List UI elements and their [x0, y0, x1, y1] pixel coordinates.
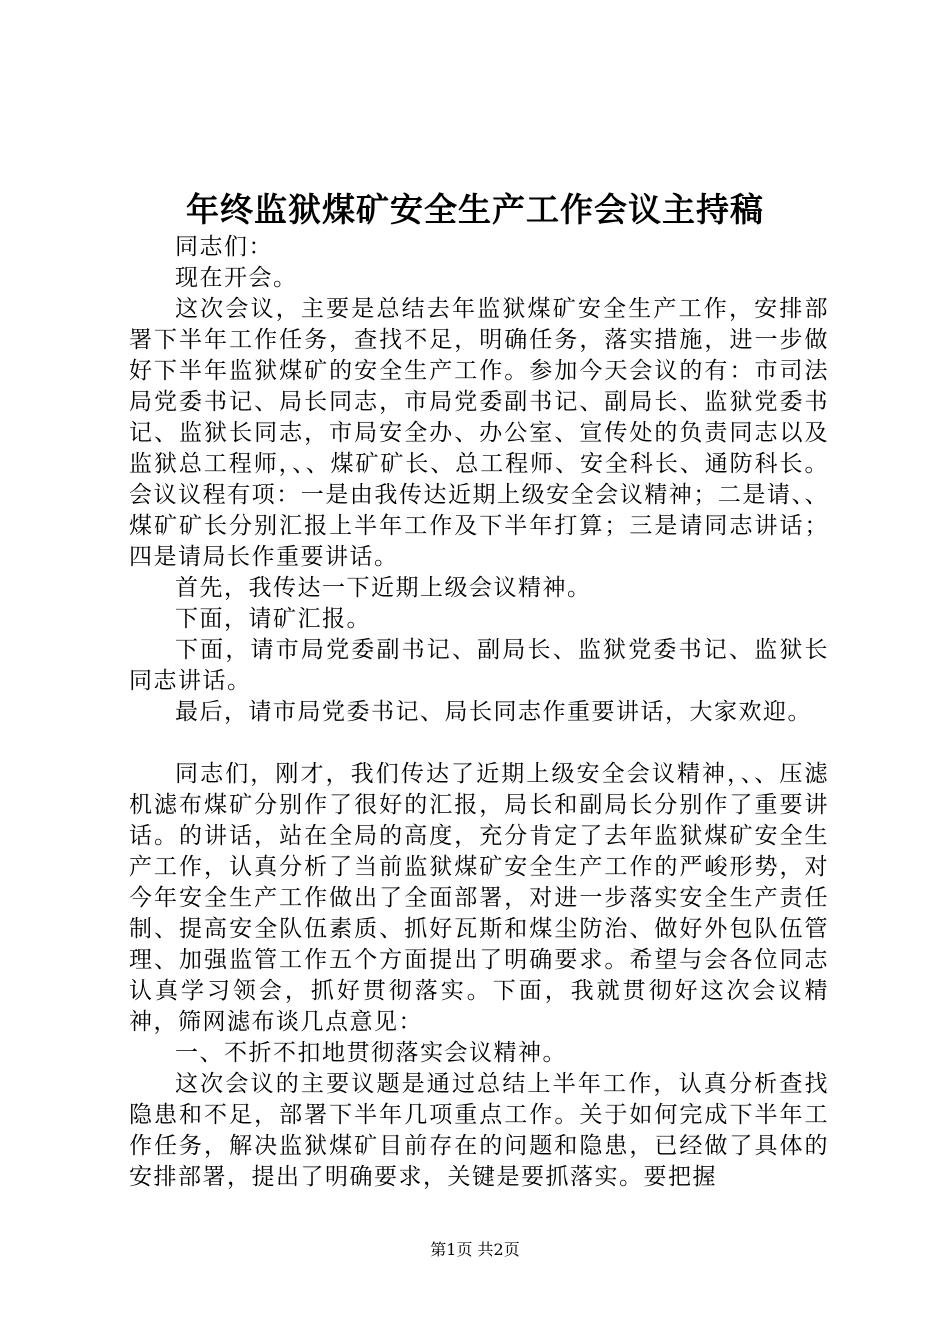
- page-number-footer: 第1页 共2页: [430, 1240, 520, 1259]
- section-heading: 一、不折不扣地贯彻落实会议精神。: [175, 1040, 567, 1066]
- body-paragraph: 这次会议的主要议题是通过总结上半年工作，认真分析查找隐患和不足，部署下半年几项重点工作。关于如何完成下半年工作任务，解决监狱煤矿目前存在的问题和隐患，已经做了具体的安排部署，提出了明确要求，关键是要抓落实。要把握: [129, 1071, 829, 1190]
- paragraph-spacer: [129, 728, 829, 759]
- document-title: 年终监狱煤矿安全生产工作会议主持稿: [186, 190, 764, 229]
- salutation-paragraph: 同志们：: [175, 234, 273, 260]
- body-paragraph: 下面，请市局党委副书记、副局长、监狱党委书记、监狱长同志讲话。: [129, 637, 829, 694]
- body-paragraph: 这次会议，主要是总结去年监狱煤矿安全生产工作，安排部署下半年工作任务，查找不足，明确任务，落实措施，进一步做好下半年监狱煤矿的安全生产工作。参加今天会议的有：市司法局党委书记、局长同志，市局党委副书记、副局长、监狱党委书记、监狱长同志，市局安全办、办公室、宣传处的负责同志以及监狱总工程师，、、煤矿矿长、总工程师、安全科长、通防科长。会议议程有项：一是由我传达近期上级安全会议精神；二是请、、煤矿矿长分别汇报上半年工作及下半年打算；三是请同志讲话；四是请局长作重要讲话。: [129, 296, 829, 570]
- body-paragraph: 下面，请矿汇报。: [175, 606, 371, 632]
- body-paragraph: 现在开会。: [175, 265, 298, 291]
- body-paragraph: 首先，我传达一下近期上级会议精神。: [175, 575, 592, 601]
- body-paragraph: 最后，请市局党委书记、局长同志作重要讲话，大家欢迎。: [175, 699, 812, 725]
- document-body: [129, 232, 829, 1193]
- body-paragraph: 同志们，刚才，我们传达了近期上级安全会议精神，、、压滤机滤布煤矿分别作了很好的汇报，局长和副局长分别作了重要讲话。的讲话，站在全局的高度，充分肯定了去年监狱煤矿安全生产工作，认真分析了当前监狱煤矿安全生产工作的严峻形势，对今年安全生产工作做出了全面部署，对进一步落实安全生产责任制、提高安全队伍素质、抓好瓦斯和煤尘防治、做好外包队伍管理、加强监管工作五个方面提出了明确要求。希望与会各位同志认真学习领会，抓好贯彻落实。下面，我就贯彻好这次会议精神，筛网滤布谈几点意见：: [129, 761, 829, 1035]
